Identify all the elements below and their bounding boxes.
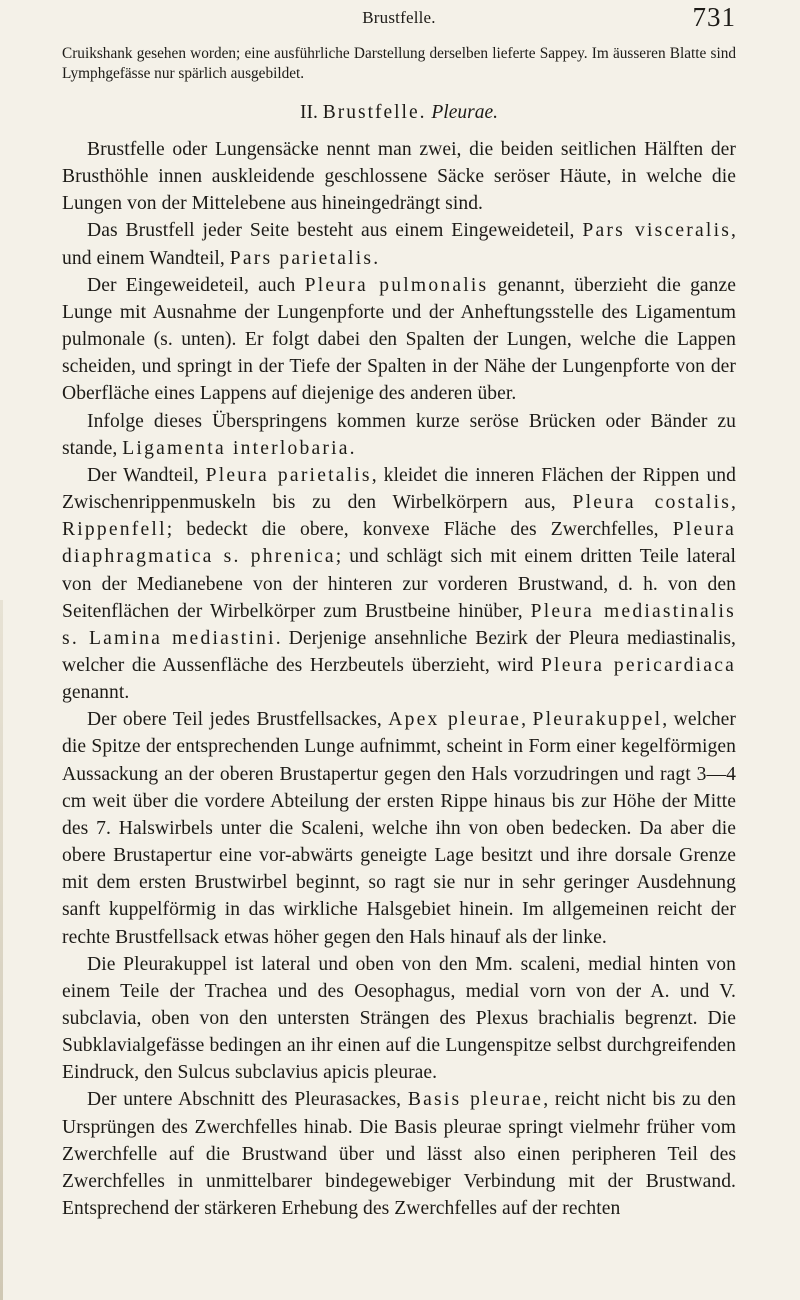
spaced-term: Pars parietalis bbox=[229, 247, 374, 269]
spaced-term: Pleura pulmonalis bbox=[304, 274, 489, 296]
text-run: genannt. bbox=[62, 682, 130, 704]
body-paragraph bbox=[62, 1086, 736, 1222]
text-run: , bbox=[731, 492, 736, 514]
text-run: Der untere Abschnitt des Pleurasackes, bbox=[87, 1089, 408, 1111]
text-run: . bbox=[349, 437, 355, 459]
spaced-term: Pleurakuppel bbox=[532, 709, 663, 731]
text-run: . bbox=[373, 247, 379, 269]
page-number: 731 bbox=[692, 2, 736, 32]
text-run: . Derjenige ansehnliche Bezirk der Pleura mediastinalis, welcher die Aussenfläche des Herzbeutels überzieht, wird bbox=[62, 627, 737, 676]
text-run: Das Brustfell jeder Seite besteht aus einem Eingeweideteil, bbox=[87, 220, 583, 242]
text-run: , reicht nicht bis zu den Ursprüngen des Zwerchfelles hinab. Die Basis pleurae springt vielmehr früher vom Zwerchfelle auf die Brustwand über und lässt also einen peripheren Teil des Zwerchfelles in unmittelbarer bindegewebiger Verbindung mit der Brustwand. Entsprechend der stärkeren Erhebung des Zwerchfelles auf der rechten bbox=[62, 1089, 736, 1220]
section-heading bbox=[62, 100, 736, 126]
text-run: Die Pleurakuppel ist lateral und oben von den Mm. scaleni, medial hinten von einem Teile der Trachea und des Oesophagus, medial vorn von der A. und V. subclavia, oben von den untersten Strängen des Plexus brachialis begrenzt. Die Subklavialgefässe bedingen an ihr einen auf die Lungenspitze selbst durchgreifenden Eindruck, den Sulcus subclavius apicis pleurae. bbox=[62, 953, 736, 1084]
text-run: , und einem Wandteil, bbox=[62, 220, 736, 269]
text-run: Der Wandteil, bbox=[87, 464, 206, 486]
body-paragraph bbox=[62, 706, 736, 950]
text-run: ; bedeckt die obere, konvexe Fläche des Zwerchfelles, bbox=[166, 519, 673, 541]
text-run: Der obere Teil jedes Brustfellsackes, bbox=[87, 709, 389, 731]
text-run: genannt, überzieht die ganze Lunge mit Ausnahme der Lungenpforte und der Anheftungsstelle des Ligamentum pulmonale (s. unten). Er folgt dabei den Spalten der Lungen, welche die Lappen scheiden, und springt in der Tiefe der Spalten in der Nähe der Lungenpforte von der Oberfläche eines Lappens auf diejenige des anderen über. bbox=[62, 274, 737, 405]
section-title: Brustfelle. bbox=[322, 102, 427, 123]
body-paragraph bbox=[62, 462, 736, 706]
spaced-term: Pleura mediastinalis s. Lamina mediastini bbox=[62, 600, 736, 649]
body-paragraph bbox=[62, 951, 736, 1087]
body-paragraph bbox=[62, 272, 736, 408]
section-number: II. bbox=[299, 102, 318, 123]
spaced-term: Pleura parietalis bbox=[205, 464, 372, 486]
scan-edge bbox=[0, 600, 3, 1300]
text-run: Infolge dieses Überspringens kommen kurze seröse Brücken oder Bänder zu stande, bbox=[62, 410, 736, 459]
body-paragraph bbox=[62, 217, 736, 271]
spaced-term: Pleura diaphragmatica s. phrenica bbox=[62, 519, 736, 568]
section-latin-title: Pleurae. bbox=[431, 102, 498, 123]
spaced-term: Pars visceralis bbox=[582, 220, 732, 242]
text-run: , kleidet die inneren Flächen der Rippen und Zwischenrippenmuskeln bis zu den Wirbelkörpern aus, bbox=[62, 464, 736, 514]
body-paragraph bbox=[62, 136, 736, 217]
running-head: Brustfelle. bbox=[362, 8, 436, 27]
text-run: , welcher die Spitze der entsprechenden Lunge aufnimmt, scheint in Form einer kegelförmigen Aussackung an der oberen Brustapertur gegen den Hals vorzudringen und ragt 3—4 cm weit über die vordere Abteilung der ersten Rippe hinaus bis zur Höhe der Mitte des 7. Halswirbels unter die Scaleni, welche ihn von oben bedecken. Da aber die obere Brustapertur eine vor-abwärts geneigte Lage besitzt und ihre dorsale Grenze mit dem ersten Brustwirbel beginnt, so ragt sie nur in sehr geringer Ausdehnung sanft kuppelförmig in das wirkliche Halsgebiet hinein. Im allgemeinen reicht der rechte Brustfellsack etwas höher gegen den Hals hinauf als der linke. bbox=[62, 709, 736, 948]
spaced-term: Pleura pericardiaca bbox=[540, 654, 736, 676]
text-run: Der Eingeweideteil, auch bbox=[87, 274, 305, 296]
page-header bbox=[62, 0, 736, 40]
body-paragraph bbox=[62, 408, 736, 462]
text-run: ; und schlägt sich mit einem dritten Teile lateral von der Medianebene von der hinteren zur vorderen Brustwand, d. h. von den Seitenflächen der Wirbelkörper zum Brustbeine hinüber, bbox=[62, 546, 736, 622]
spaced-term: Basis pleurae bbox=[407, 1089, 544, 1111]
body-text bbox=[62, 136, 736, 1222]
spaced-term: Ligamenta interlobaria bbox=[122, 437, 350, 459]
text-run: Brustfelle oder Lungensäcke nennt man zwei, die beiden seitlichen Hälften der Brusthöhle innen auskleidende geschlossene Säcke seröser Häute, in welche die Lungen von der Mittelebene aus hineingedrängt sind. bbox=[62, 139, 736, 215]
spaced-term: Pleura costalis bbox=[572, 492, 732, 514]
intro-paragraph: Cruikshank gesehen worden; eine ausführliche Darstellung derselben lieferte Sappey. Im äusseren Blatte sind Lymphgefässe nur spärlich ausgebildet. bbox=[62, 45, 736, 82]
spaced-term: Apex pleurae bbox=[388, 709, 522, 731]
text-run: , bbox=[521, 709, 533, 731]
spaced-term: Rippenfell bbox=[62, 519, 167, 541]
